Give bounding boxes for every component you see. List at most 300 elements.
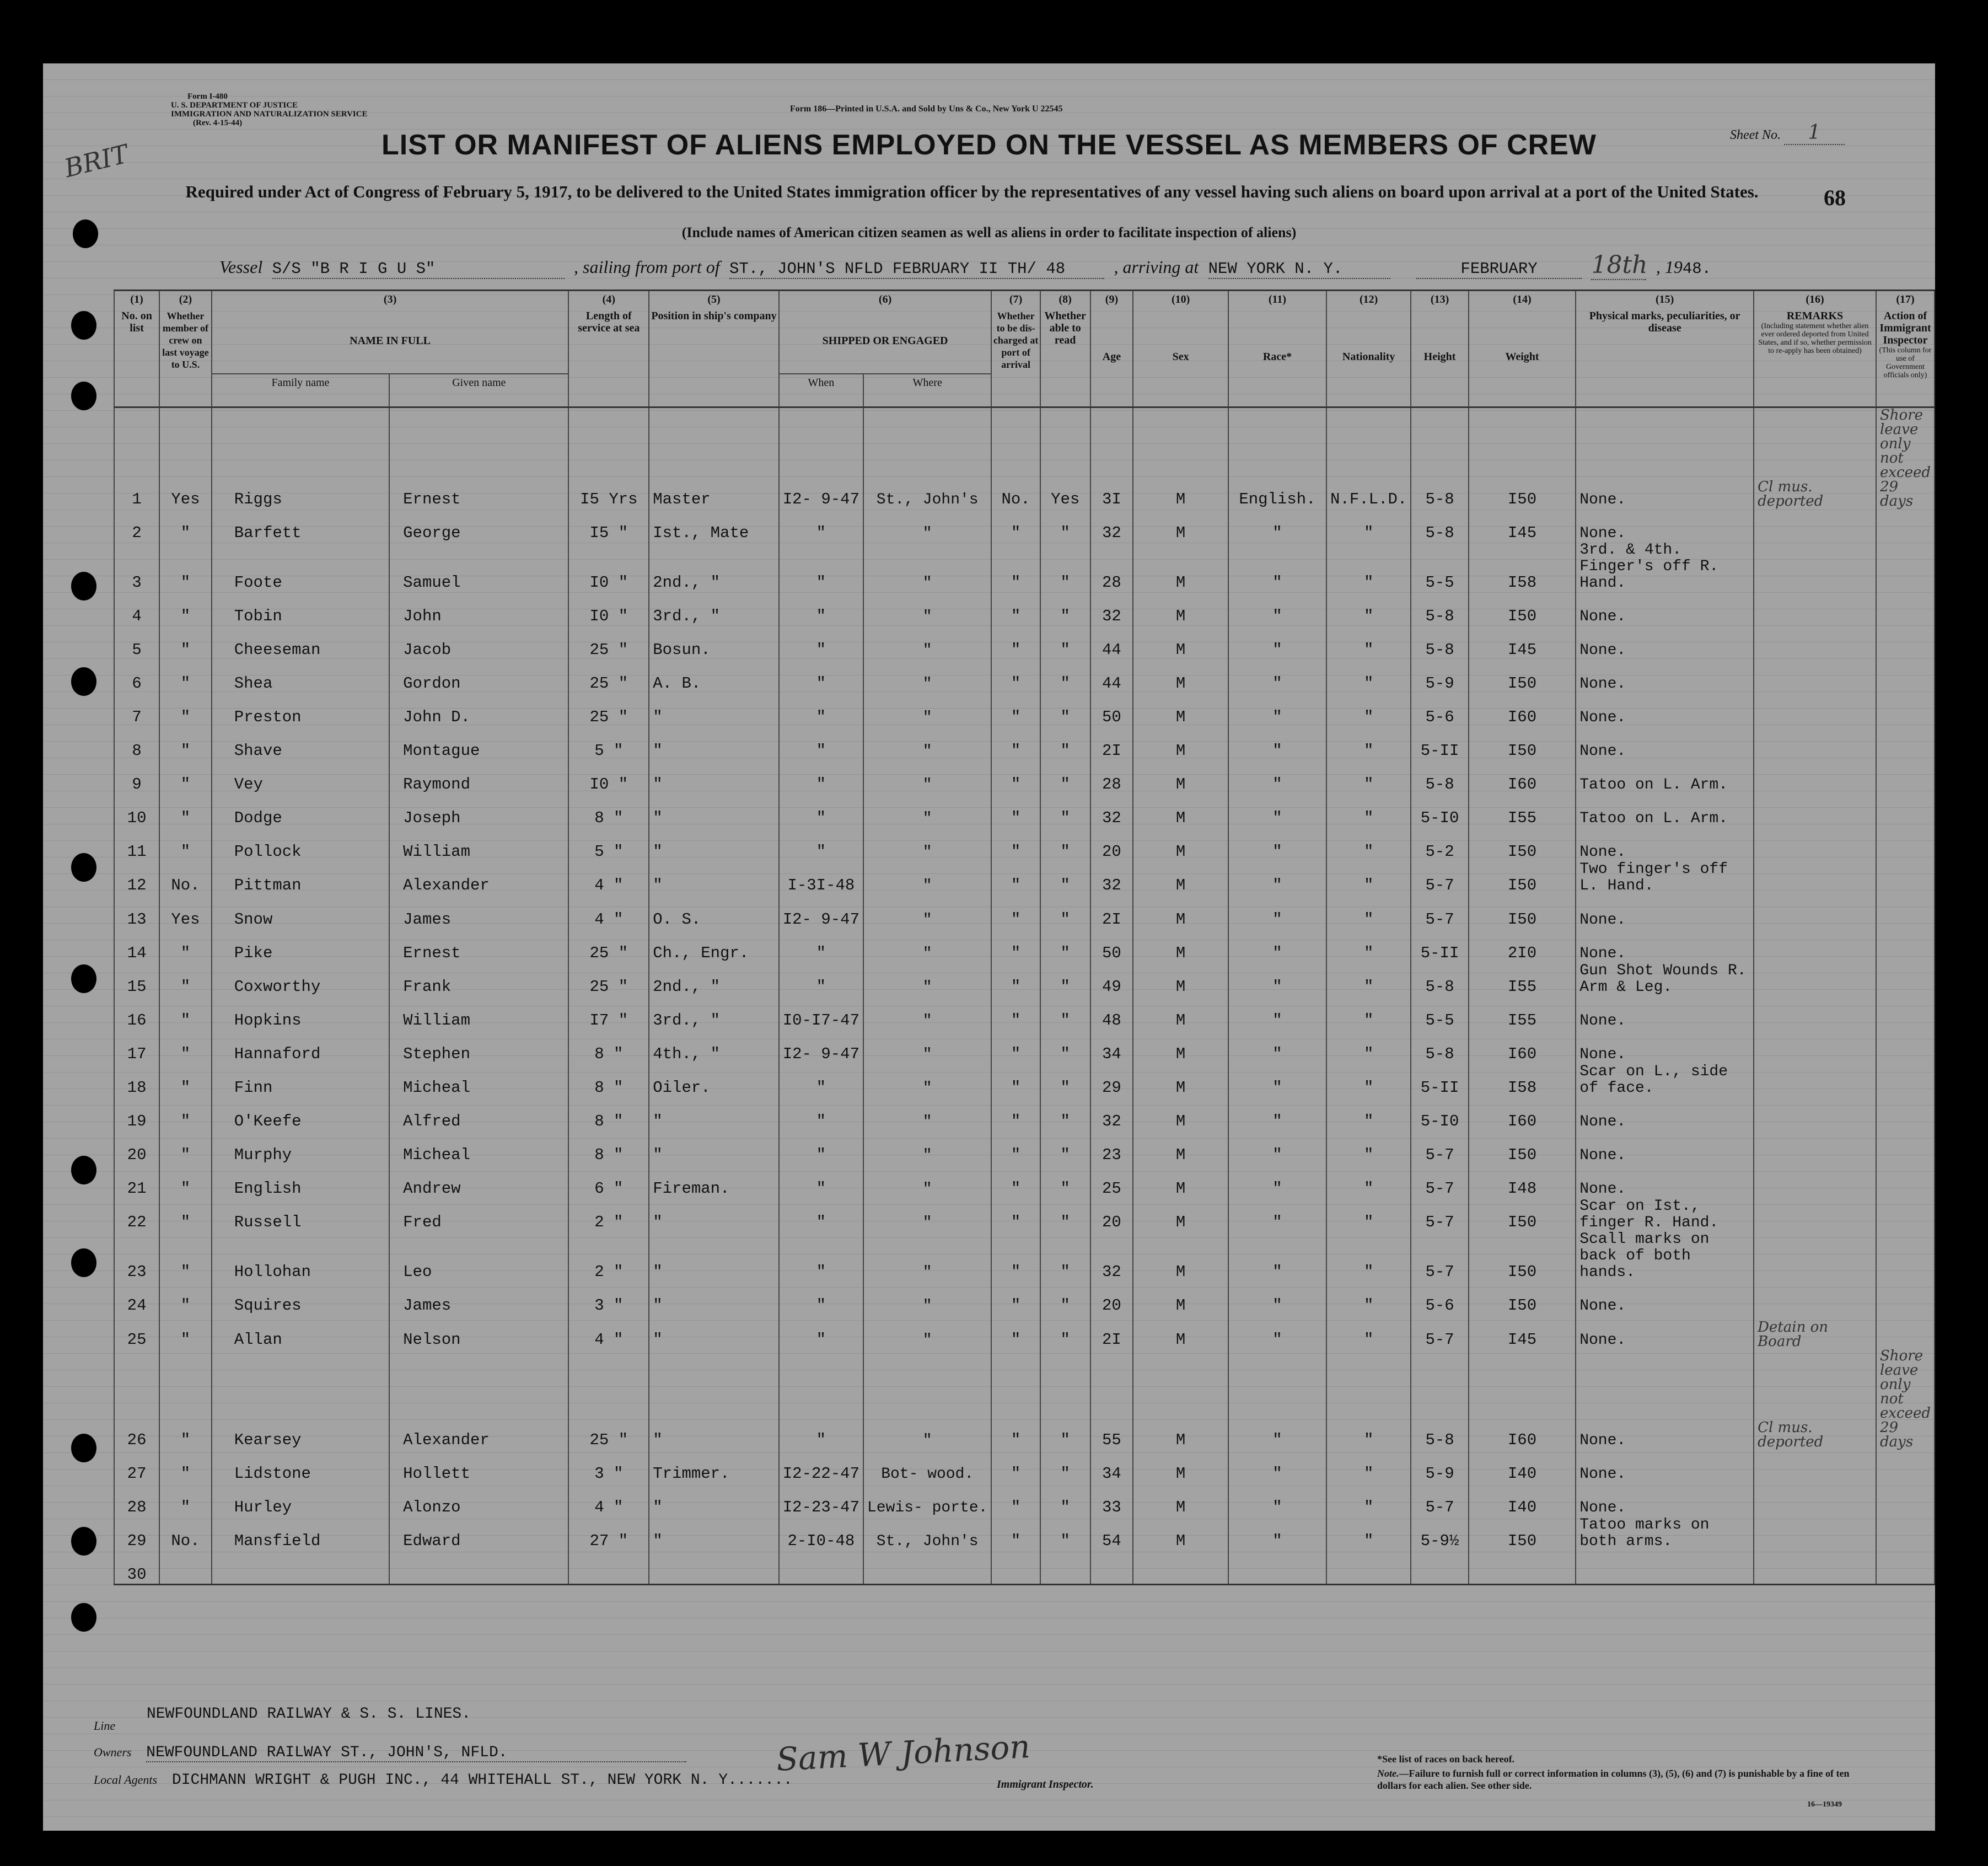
sex-cell: M <box>1133 1164 1228 1198</box>
nationality-cell: " <box>1326 861 1411 894</box>
remarks-cell <box>1754 861 1876 894</box>
discharge-cell: " <box>991 894 1040 928</box>
weight-cell: I40 <box>1469 1449 1576 1483</box>
inspector-action-cell <box>1876 1097 1935 1130</box>
able-to-read-cell: " <box>1040 659 1090 693</box>
penalty-note <box>1377 1767 1862 1792</box>
year-prefix: , 19 <box>1656 257 1683 277</box>
able-to-read-cell: " <box>1040 542 1090 592</box>
header-name-in-full: NAME IN FULL <box>212 308 569 374</box>
inspector-action-cell <box>1876 726 1935 760</box>
remarks-cell <box>1754 625 1876 659</box>
position-cell: 2nd., " <box>649 962 779 996</box>
punch-hole <box>71 1603 96 1632</box>
remarks-cell <box>1754 693 1876 726</box>
weight-cell: I50 <box>1469 407 1576 508</box>
race-cell: " <box>1228 861 1326 894</box>
discharge-cell: " <box>991 827 1040 861</box>
sex-cell: M <box>1133 996 1228 1029</box>
col-num: (17) <box>1876 291 1935 308</box>
inspector-action-cell <box>1876 1198 1935 1231</box>
race-cell: " <box>1228 542 1326 592</box>
age-cell: 48 <box>1090 996 1133 1029</box>
punch-hole <box>71 667 96 696</box>
nationality-cell: " <box>1326 542 1411 592</box>
discharge-cell: " <box>991 1281 1040 1315</box>
age-cell: 28 <box>1090 542 1133 592</box>
remarks-cell <box>1754 996 1876 1029</box>
discharge-cell: " <box>991 542 1040 592</box>
form-header-block <box>171 92 368 127</box>
sex-cell: M <box>1133 659 1228 693</box>
physical-marks-cell: None. <box>1576 508 1754 542</box>
physical-marks-cell: Tatoo on L. Arm. <box>1576 760 1754 793</box>
race-cell: " <box>1228 1516 1326 1550</box>
physical-marks-cell: None. <box>1576 625 1754 659</box>
nationality-cell: " <box>1326 1029 1411 1063</box>
given-name-cell: Hollett <box>389 1449 568 1483</box>
header-inspector-action <box>1876 308 1935 407</box>
inspector-action-cell <box>1876 508 1935 542</box>
row-number: 15 <box>114 962 159 996</box>
position-cell: " <box>649 1483 779 1516</box>
discharge-cell <box>991 1550 1040 1585</box>
discharge-cell: " <box>991 508 1040 542</box>
shipped-when-cell: " <box>779 592 863 625</box>
race-cell: " <box>1228 1281 1326 1315</box>
age-cell: 33 <box>1090 1483 1133 1516</box>
inspector-action-cell <box>1876 962 1935 996</box>
height-cell: 5-6 <box>1411 1281 1469 1315</box>
table-row <box>114 407 1935 508</box>
previous-voyage-cell: " <box>159 659 212 693</box>
row-number: 14 <box>114 929 159 962</box>
able-to-read-cell: Yes <box>1040 407 1090 508</box>
shipped-when-cell: I2-22-47 <box>779 1449 863 1483</box>
position-cell: Fireman. <box>649 1164 779 1198</box>
age-cell: 50 <box>1090 693 1133 726</box>
inspector-action-cell <box>1876 1164 1935 1198</box>
given-name-cell: Alonzo <box>389 1483 568 1516</box>
previous-voyage-cell: " <box>159 827 212 861</box>
family-name-cell: Pike <box>212 929 389 962</box>
able-to-read-cell: " <box>1040 827 1090 861</box>
sex-cell: M <box>1133 760 1228 793</box>
height-cell: 5-8 <box>1411 508 1469 542</box>
previous-voyage-cell: " <box>159 1164 212 1198</box>
shipped-where-cell: " <box>863 827 991 861</box>
height-cell: 5-II <box>1411 726 1469 760</box>
remarks-cell: Cl mus. deported <box>1754 407 1876 508</box>
height-cell: 5-8 <box>1411 592 1469 625</box>
table-row <box>114 1349 1935 1449</box>
shipped-where-cell <box>863 1550 991 1585</box>
height-cell: 5-I0 <box>1411 1097 1469 1130</box>
physical-marks-cell: Tatoo on L. Arm. <box>1576 793 1754 827</box>
shipped-where-cell: " <box>863 1063 991 1097</box>
height-cell: 5-II <box>1411 929 1469 962</box>
race-cell: " <box>1228 1164 1326 1198</box>
height-cell: 5-9 <box>1411 1449 1469 1483</box>
remarks-cell <box>1754 659 1876 693</box>
arrival-month: FEBRUARY <box>1416 260 1582 279</box>
remarks-cell <box>1754 760 1876 793</box>
remarks-cell <box>1754 1130 1876 1164</box>
given-name-cell: Alexander <box>389 861 568 894</box>
given-name-cell: Ernest <box>389 929 568 962</box>
inspector-action-cell <box>1876 1231 1935 1281</box>
remarks-cell <box>1754 1029 1876 1063</box>
discharge-cell: " <box>991 1164 1040 1198</box>
remarks-cell <box>1754 929 1876 962</box>
race-cell: " <box>1228 1349 1326 1449</box>
owners-value: NEWFOUNDLAND RAILWAY ST., JOHN'S, NFLD. <box>146 1744 686 1762</box>
able-to-read-cell: " <box>1040 1130 1090 1164</box>
physical-marks-cell: None. <box>1576 726 1754 760</box>
nationality-cell: " <box>1326 962 1411 996</box>
sex-cell: M <box>1133 1315 1228 1348</box>
given-name-cell: Alfred <box>389 1097 568 1130</box>
given-name-cell: Samuel <box>389 542 568 592</box>
position-cell: Ist., Mate <box>649 508 779 542</box>
physical-marks-cell: None. <box>1576 407 1754 508</box>
sex-cell: M <box>1133 1281 1228 1315</box>
able-to-read-cell <box>1040 1550 1090 1585</box>
row-number: 4 <box>114 592 159 625</box>
previous-voyage-cell: No. <box>159 1516 212 1550</box>
line-label: Line <box>94 1719 116 1733</box>
inspector-label: Immigrant Inspector. <box>997 1778 1094 1790</box>
discharge-cell: " <box>991 929 1040 962</box>
physical-marks-cell: None. <box>1576 929 1754 962</box>
race-cell: " <box>1228 996 1326 1029</box>
position-cell: Ch., Engr. <box>649 929 779 962</box>
shipped-where-cell: " <box>863 1349 991 1449</box>
nationality-cell: " <box>1326 894 1411 928</box>
inspector-action-cell: Shore leave only not exceed 29 days <box>1876 407 1935 508</box>
given-name-cell: Leo <box>389 1231 568 1281</box>
height-cell: 5-9 <box>1411 659 1469 693</box>
table-row <box>114 1130 1935 1164</box>
crew-table <box>114 289 1935 1585</box>
service-length-cell: 8 " <box>568 793 649 827</box>
previous-voyage-cell: " <box>159 1231 212 1281</box>
shipped-when-cell: " <box>779 760 863 793</box>
age-cell <box>1090 1550 1133 1585</box>
height-cell: 5-7 <box>1411 1164 1469 1198</box>
given-name-cell: Raymond <box>389 760 568 793</box>
able-to-read-cell: " <box>1040 1029 1090 1063</box>
race-cell: " <box>1228 793 1326 827</box>
able-to-read-cell: " <box>1040 962 1090 996</box>
family-name-cell: Coxworthy <box>212 962 389 996</box>
given-name-cell <box>389 1550 568 1585</box>
physical-marks-cell: None. <box>1576 827 1754 861</box>
row-number: 20 <box>114 1130 159 1164</box>
shipped-where-cell: St., John's <box>863 1516 991 1550</box>
shipped-where-cell: " <box>863 1029 991 1063</box>
col-num: (14) <box>1469 291 1576 308</box>
inspector-signature: Sam W Johnson <box>775 1727 1031 1779</box>
race-cell: " <box>1228 592 1326 625</box>
sex-cell: M <box>1133 861 1228 894</box>
physical-marks-cell: None. <box>1576 693 1754 726</box>
age-cell: 50 <box>1090 929 1133 962</box>
race-cell: " <box>1228 1483 1326 1516</box>
position-cell: " <box>649 1231 779 1281</box>
physical-marks-cell: None. <box>1576 996 1754 1029</box>
able-to-read-cell: " <box>1040 929 1090 962</box>
arrival-port: NEW YORK N. Y. <box>1208 260 1390 279</box>
physical-marks-cell: 3rd. & 4th. Finger's off R. Hand. <box>1576 542 1754 592</box>
weight-cell: I48 <box>1469 1164 1576 1198</box>
discharge-cell: " <box>991 760 1040 793</box>
row-number: 9 <box>114 760 159 793</box>
remarks-cell <box>1754 542 1876 592</box>
able-to-read-cell: " <box>1040 793 1090 827</box>
position-cell: " <box>649 1281 779 1315</box>
family-name-cell: Hopkins <box>212 996 389 1029</box>
previous-voyage-cell: No. <box>159 861 212 894</box>
physical-marks-cell: None. <box>1576 1130 1754 1164</box>
row-number: 21 <box>114 1164 159 1198</box>
table-row <box>114 726 1935 760</box>
owners-label: Owners <box>94 1745 132 1759</box>
nationality-cell: " <box>1326 1315 1411 1348</box>
weight-cell: I50 <box>1469 1516 1576 1550</box>
height-cell: 5-7 <box>1411 1130 1469 1164</box>
note-title: Note. <box>1377 1768 1399 1779</box>
previous-voyage-cell: " <box>159 1281 212 1315</box>
race-cell: " <box>1228 659 1326 693</box>
shipped-where-cell: " <box>863 793 991 827</box>
nationality-cell: " <box>1326 693 1411 726</box>
given-name-cell: James <box>389 894 568 928</box>
race-cell: " <box>1228 929 1326 962</box>
col-num: (16) <box>1754 291 1876 308</box>
table-row <box>114 693 1935 726</box>
weight-cell: I55 <box>1469 793 1576 827</box>
row-number: 18 <box>114 1063 159 1097</box>
height-cell: 5-8 <box>1411 407 1469 508</box>
remarks-cell <box>1754 1164 1876 1198</box>
shipped-where-cell: " <box>863 542 991 592</box>
nationality-cell: " <box>1326 1516 1411 1550</box>
service-length-cell: 4 " <box>568 1315 649 1348</box>
table-row <box>114 1449 1935 1483</box>
row-number: 12 <box>114 861 159 894</box>
weight-cell: I60 <box>1469 1097 1576 1130</box>
previous-voyage-cell: " <box>159 508 212 542</box>
given-name-cell: Ernest <box>389 407 568 508</box>
service-length-cell: 27 " <box>568 1516 649 1550</box>
age-cell: 32 <box>1090 592 1133 625</box>
form-code: 16—19349 <box>1807 1800 1842 1809</box>
table-row <box>114 1198 1935 1231</box>
shipped-when-cell: " <box>779 1281 863 1315</box>
remarks-cell <box>1754 1483 1876 1516</box>
discharge-cell: " <box>991 592 1040 625</box>
age-cell: 20 <box>1090 1281 1133 1315</box>
col-num: (12) <box>1326 291 1411 308</box>
inspector-action-cell <box>1876 1449 1935 1483</box>
given-name-cell: Micheal <box>389 1063 568 1097</box>
height-cell: 5-5 <box>1411 996 1469 1029</box>
inspector-action-cell <box>1876 1281 1935 1315</box>
family-name-cell: Shave <box>212 726 389 760</box>
previous-voyage-cell: " <box>159 625 212 659</box>
shipped-when-cell: " <box>779 1315 863 1348</box>
given-name-cell: Stephen <box>389 1029 568 1063</box>
table-row <box>114 1029 1935 1063</box>
age-cell: 28 <box>1090 760 1133 793</box>
family-name-cell: Riggs <box>212 407 389 508</box>
note-text: —Failure to furnish full or correct information in columns (3), (5), (6) and (7) is punishable by a fine of ten dollars for each alien. See other side. <box>1377 1768 1850 1791</box>
physical-marks-cell: Tatoo marks on both arms. <box>1576 1516 1754 1550</box>
inspector-action-cell <box>1876 996 1935 1029</box>
punch-hole <box>71 1156 96 1184</box>
previous-voyage-cell: " <box>159 592 212 625</box>
height-cell: 5-I0 <box>1411 793 1469 827</box>
header-age: Age <box>1090 308 1133 407</box>
weight-cell: I60 <box>1469 1349 1576 1449</box>
header-length-of-service: Length of service at sea <box>568 308 649 407</box>
height-cell: 5-7 <box>1411 1198 1469 1231</box>
col-num: (7) <box>991 291 1040 308</box>
remarks-cell <box>1754 1281 1876 1315</box>
height-cell: 5-5 <box>1411 542 1469 592</box>
position-cell: " <box>649 1315 779 1348</box>
inspector-action-cell <box>1876 1483 1935 1516</box>
inspector-action-title: Action of Immigrant Inspector <box>1879 310 1931 346</box>
weight-cell: I50 <box>1469 592 1576 625</box>
shipped-when-cell: I2- 9-47 <box>779 894 863 928</box>
race-cell: " <box>1228 962 1326 996</box>
position-cell: " <box>649 693 779 726</box>
weight-cell: I40 <box>1469 1483 1576 1516</box>
discharge-cell: " <box>991 1198 1040 1231</box>
header-height: Height <box>1411 308 1469 407</box>
height-cell: 5-8 <box>1411 962 1469 996</box>
given-name-cell: Alexander <box>389 1349 568 1449</box>
shipped-when-cell: " <box>779 793 863 827</box>
previous-voyage-cell: " <box>159 1063 212 1097</box>
discharge-cell: " <box>991 1449 1040 1483</box>
col-num: (5) <box>649 291 779 308</box>
service-length-cell: 8 " <box>568 1130 649 1164</box>
race-cell: " <box>1228 1029 1326 1063</box>
discharge-cell: " <box>991 693 1040 726</box>
shipped-where-cell: " <box>863 962 991 996</box>
sheet-label: Sheet No. <box>1730 128 1781 142</box>
nationality-cell: " <box>1326 1063 1411 1097</box>
race-cell: " <box>1228 827 1326 861</box>
vessel-name: S/S "B R I G U S" <box>272 260 565 279</box>
sex-cell: M <box>1133 827 1228 861</box>
inspector-action-cell <box>1876 1315 1935 1348</box>
family-name-cell: Finn <box>212 1063 389 1097</box>
header-position: Position in ship's company <box>649 308 779 407</box>
service-length-cell: 5 " <box>568 726 649 760</box>
family-name-cell: Mansfield <box>212 1516 389 1550</box>
previous-voyage-cell: " <box>159 793 212 827</box>
able-to-read-cell: " <box>1040 693 1090 726</box>
position-cell: " <box>649 1097 779 1130</box>
row-number: 5 <box>114 625 159 659</box>
table-row <box>114 1231 1935 1281</box>
table-row <box>114 1063 1935 1097</box>
row-number: 10 <box>114 793 159 827</box>
header-discharged: Whether to be dis-charged at port of arrival <box>991 308 1040 407</box>
nationality-cell: " <box>1326 1231 1411 1281</box>
service-length-cell: 25 " <box>568 962 649 996</box>
family-name-cell: O'Keefe <box>212 1097 389 1130</box>
discharge-cell: " <box>991 1349 1040 1449</box>
shipped-where-cell: " <box>863 693 991 726</box>
height-cell <box>1411 1550 1469 1585</box>
header-remarks <box>1754 308 1876 407</box>
service-length-cell: 2 " <box>568 1198 649 1231</box>
physical-marks-cell: Scall marks on back of both hands. <box>1576 1231 1754 1281</box>
age-cell: 34 <box>1090 1029 1133 1063</box>
previous-voyage-cell: " <box>159 962 212 996</box>
page-mark: 68 <box>1824 185 1846 210</box>
row-number: 19 <box>114 1097 159 1130</box>
shipped-when-cell: " <box>779 1198 863 1231</box>
able-to-read-cell: " <box>1040 1315 1090 1348</box>
discharge-cell: " <box>991 962 1040 996</box>
row-number: 1 <box>114 407 159 508</box>
weight-cell <box>1469 1550 1576 1585</box>
position-cell: 2nd., " <box>649 542 779 592</box>
discharge-cell: " <box>991 861 1040 894</box>
race-cell: " <box>1228 693 1326 726</box>
able-to-read-cell: " <box>1040 894 1090 928</box>
form-number: Form I-480 <box>187 92 228 101</box>
shipped-when-cell: I2- 9-47 <box>779 407 863 508</box>
col-num: (13) <box>1411 291 1469 308</box>
height-cell: 5-8 <box>1411 1349 1469 1449</box>
race-cell: " <box>1228 1198 1326 1231</box>
height-cell: 5-7 <box>1411 1483 1469 1516</box>
previous-voyage-cell: " <box>159 1315 212 1348</box>
weight-cell: I50 <box>1469 827 1576 861</box>
header-shipped-engaged: SHIPPED OR ENGAGED <box>779 308 992 374</box>
position-cell: 4th., " <box>649 1029 779 1063</box>
discharge-cell: " <box>991 1231 1040 1281</box>
shipped-when-cell: 2-I0-48 <box>779 1516 863 1550</box>
sex-cell <box>1133 1550 1228 1585</box>
position-cell: 3rd., " <box>649 592 779 625</box>
sex-cell: M <box>1133 1063 1228 1097</box>
family-name-cell: Murphy <box>212 1130 389 1164</box>
discharge-cell: " <box>991 625 1040 659</box>
race-cell: " <box>1228 726 1326 760</box>
weight-cell: I45 <box>1469 508 1576 542</box>
able-to-read-cell: " <box>1040 1063 1090 1097</box>
sex-cell: M <box>1133 894 1228 928</box>
line-field <box>94 1706 471 1735</box>
family-name-cell: Lidstone <box>212 1449 389 1483</box>
sex-cell: M <box>1133 929 1228 962</box>
height-cell: 5-II <box>1411 1063 1469 1097</box>
weight-cell: I45 <box>1469 625 1576 659</box>
shipped-where-cell: " <box>863 760 991 793</box>
table-row <box>114 962 1935 996</box>
weight-cell: I60 <box>1469 1029 1576 1063</box>
nationality-cell: " <box>1326 1349 1411 1449</box>
family-name-cell: Pittman <box>212 861 389 894</box>
